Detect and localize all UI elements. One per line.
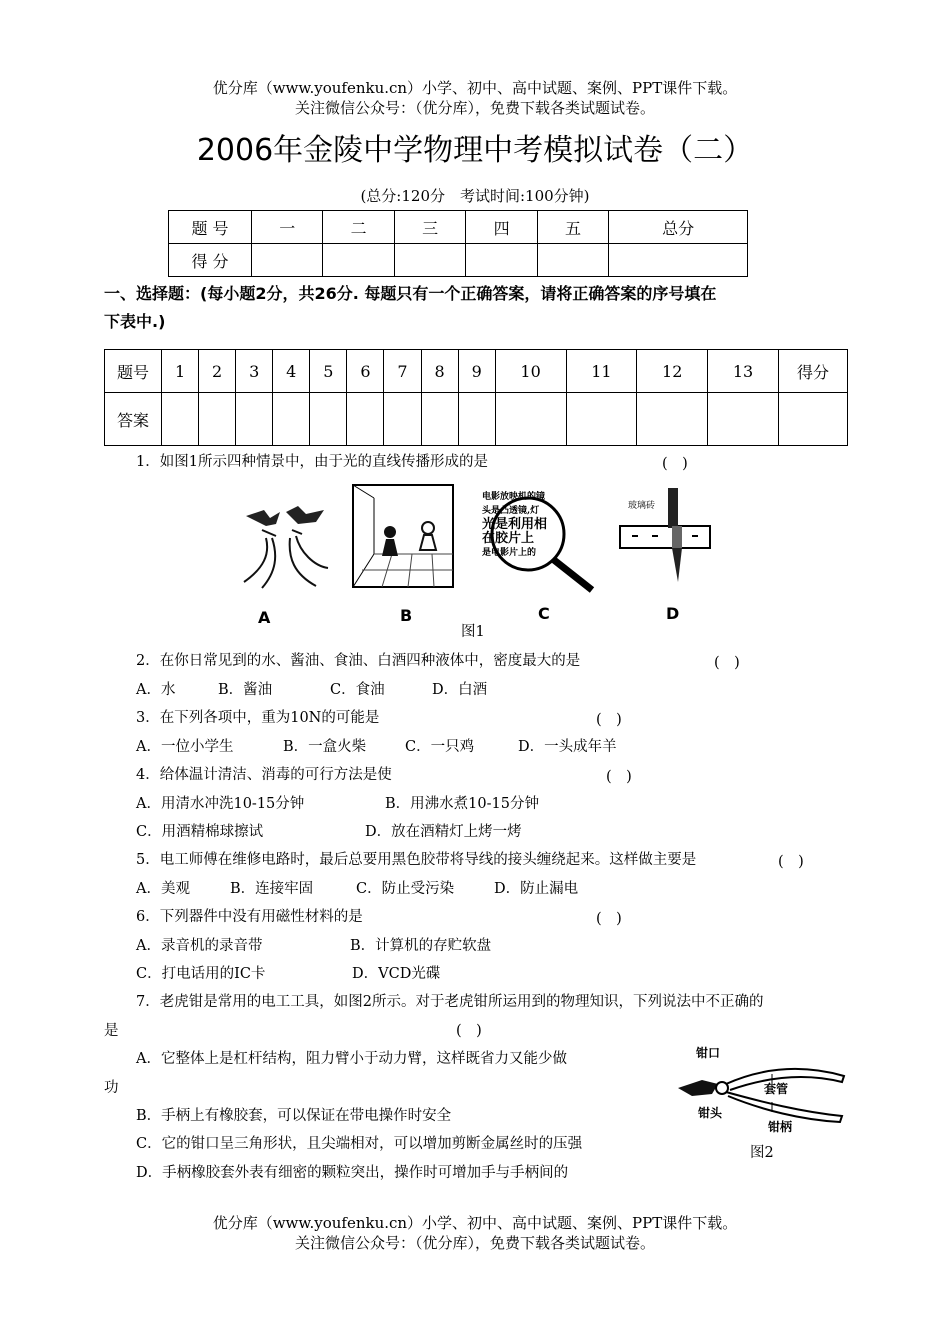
question-3-option-a: A．一位小学生 <box>136 739 234 755</box>
pliers-label-sleeve: 套管 <box>764 1082 789 1096</box>
footer-line-2: 关注微信公众号：（优分库），免费下载各类试题试卷。 <box>294 1234 655 1252</box>
answer-header-cell: 4 <box>273 350 310 393</box>
question-4-option-b: B．用沸水煮10-15分钟 <box>385 796 539 812</box>
question-4-option-d: D．放在酒精灯上烤一烤 <box>365 824 522 840</box>
answer-cell[interactable] <box>273 393 310 446</box>
section-1-heading-cont: 下表中.) <box>104 312 166 331</box>
score-header-cell: 二 <box>323 211 394 244</box>
question-5: 5．电工师傅在维修电路时，最后总要用黑色胶带将导线的接头缠绕起来。这样做主要是 <box>136 852 697 868</box>
score-row-label: 得 分 <box>169 244 252 277</box>
answer-cell[interactable] <box>199 393 236 446</box>
magnifier-text: 电影放映机的镜 头是凸透镜,灯 光是利用相 在胶片上 是电影片上的 <box>482 492 548 558</box>
mirror-room-illustration <box>352 484 454 588</box>
header-line-2: 关注微信公众号：（优分库），免费下载各类试题试卷。 <box>294 99 655 117</box>
answer-cell[interactable] <box>495 393 566 446</box>
question-7-option-a: A．它整体上是杠杆结构，阻力臂小于动力臂，这样既省力又能少做 <box>136 1051 567 1067</box>
answer-cell[interactable] <box>708 393 779 446</box>
question-2-option-d: D．白酒 <box>432 682 488 698</box>
answer-header-cell: 2 <box>199 350 236 393</box>
answer-cell[interactable] <box>566 393 637 446</box>
glass-block-label: 玻璃砖 <box>628 501 656 511</box>
answer-cell[interactable] <box>310 393 347 446</box>
pliers-label-jaw: 钳口 <box>696 1046 721 1060</box>
question-6-option-d: D．VCD光碟 <box>352 966 441 982</box>
question-3-option-d: D．一头成年羊 <box>518 739 617 755</box>
question-3-option-b: B．一盒火柴 <box>283 739 367 755</box>
score-cell[interactable] <box>466 244 537 277</box>
question-6-option-b: B．计算机的存贮软盘 <box>350 938 492 954</box>
answer-header-cell: 11 <box>566 350 637 393</box>
answer-header-cell: 7 <box>384 350 421 393</box>
pliers-illustration <box>672 1054 848 1134</box>
figure-1-label-a: A <box>258 608 271 627</box>
answer-header-cell: 10 <box>495 350 566 393</box>
question-4-paren: ( ) <box>606 769 632 785</box>
question-7-cont: 是 <box>104 1023 119 1039</box>
page-title: 2006年金陵中学物理中考模拟试卷（二） <box>196 133 754 168</box>
score-cell[interactable] <box>394 244 465 277</box>
answer-row-label: 答案 <box>105 393 162 446</box>
question-3-paren: ( ) <box>596 712 622 728</box>
section-1-heading: 一、选择题：(每小题2分，共26分. 每题只有一个正确答案，请将正确答案的序号填在 <box>104 284 717 303</box>
figure-1-label-c: C <box>538 604 550 623</box>
question-7-option-b: B．手柄上有橡胶套，可以保证在带电操作时安全 <box>136 1108 452 1124</box>
answer-cell[interactable] <box>421 393 458 446</box>
question-2-paren: ( ) <box>714 655 740 671</box>
score-header-cell: 一 <box>252 211 323 244</box>
score-header-cell: 总分 <box>609 211 748 244</box>
score-header-cell: 三 <box>394 211 465 244</box>
answer-header-cell: 3 <box>236 350 273 393</box>
answer-header-cell: 9 <box>458 350 495 393</box>
answer-table <box>104 349 848 446</box>
score-cell[interactable] <box>537 244 608 277</box>
score-header-cell: 四 <box>466 211 537 244</box>
question-2-option-a: A．水 <box>136 682 176 698</box>
score-header-cell: 五 <box>537 211 608 244</box>
question-6-paren: ( ) <box>596 911 622 927</box>
answer-cell[interactable] <box>236 393 273 446</box>
question-2: 2．在你日常见到的水、酱油、食油、白酒四种液体中，密度最大的是 <box>136 653 581 669</box>
question-3-option-c: C．一只鸡 <box>405 739 475 755</box>
answer-cell[interactable] <box>779 393 848 446</box>
question-7-paren: ( ) <box>456 1023 482 1039</box>
question-7-option-a-cont: 功 <box>104 1080 119 1096</box>
figure-1-caption: 图1 <box>461 624 485 640</box>
question-2-option-b: B．酱油 <box>218 682 273 698</box>
question-6-option-a: A．录音机的录音带 <box>136 938 263 954</box>
question-5-option-d: D．防止漏电 <box>494 881 579 897</box>
figure-1-label-b: B <box>400 606 413 625</box>
score-header-cell: 题 号 <box>169 211 252 244</box>
answer-header-cell: 12 <box>637 350 708 393</box>
question-5-option-a: A．美观 <box>136 881 190 897</box>
figure-2-caption: 图2 <box>750 1145 774 1161</box>
answer-header-cell: 1 <box>162 350 199 393</box>
answer-cell[interactable] <box>162 393 199 446</box>
question-6-option-c: C．打电话用的IC卡 <box>136 966 266 982</box>
question-7: 7．老虎钳是常用的电工工具，如图2所示。对于老虎钳所运用到的物理知识，下列说法中不正确的 <box>136 994 764 1010</box>
pliers-label-handle: 钳柄 <box>768 1120 793 1134</box>
question-6: 6．下列器件中没有用磁性材料的是 <box>136 909 363 925</box>
question-7-option-d: D．手柄橡胶套外表有细密的颗粒突出，操作时可增加手与手柄间的 <box>136 1165 569 1181</box>
pliers-label-head: 钳头 <box>698 1106 723 1120</box>
question-1-paren: ( ) <box>662 456 688 472</box>
question-5-option-b: B．连接牢固 <box>230 881 314 897</box>
figure-2 <box>672 1040 848 1140</box>
question-4-option-a: A．用清水冲洗10-15分钟 <box>136 796 305 812</box>
question-1: 1．如图1所示四种情景中，由于光的直线传播形成的是 <box>136 454 488 470</box>
score-table <box>168 210 748 277</box>
score-cell[interactable] <box>609 244 748 277</box>
question-7-option-c: C．它的钳口呈三角形状，且尖端相对，可以增加剪断金属丝时的压强 <box>136 1136 583 1152</box>
answer-cell[interactable] <box>384 393 421 446</box>
answer-header-cell: 得分 <box>779 350 848 393</box>
page-subtitle: (总分:120分 考试时间:100分钟) <box>360 187 590 205</box>
answer-cell[interactable] <box>637 393 708 446</box>
answer-cell[interactable] <box>458 393 495 446</box>
score-cell[interactable] <box>323 244 394 277</box>
question-3: 3．在下列各项中，重为10N的可能是 <box>136 710 380 726</box>
question-5-paren: ( ) <box>778 854 804 870</box>
figure-1-label-d: D <box>666 604 680 623</box>
score-cell[interactable] <box>252 244 323 277</box>
question-4-option-c: C．用酒精棉球擦试 <box>136 824 264 840</box>
figure-1 <box>230 480 710 630</box>
answer-header-cell: 13 <box>708 350 779 393</box>
question-4: 4．给体温计清洁、消毒的可行方法是使 <box>136 767 392 783</box>
answer-header-cell: 5 <box>310 350 347 393</box>
hand-shadow-illustration <box>236 496 332 592</box>
question-5-option-c: C．防止受污染 <box>356 881 455 897</box>
header-line-1: 优分库（www.youfenku.cn）小学、初中、高中试题、案例、PPT课件下载。 <box>212 79 738 97</box>
answer-header-cell: 题号 <box>105 350 162 393</box>
answer-header-cell: 6 <box>347 350 384 393</box>
answer-header-cell: 8 <box>421 350 458 393</box>
footer-line-1: 优分库（www.youfenku.cn）小学、初中、高中试题、案例、PPT课件下载。 <box>212 1214 738 1232</box>
answer-cell[interactable] <box>347 393 384 446</box>
question-2-option-c: C．食油 <box>330 682 385 698</box>
